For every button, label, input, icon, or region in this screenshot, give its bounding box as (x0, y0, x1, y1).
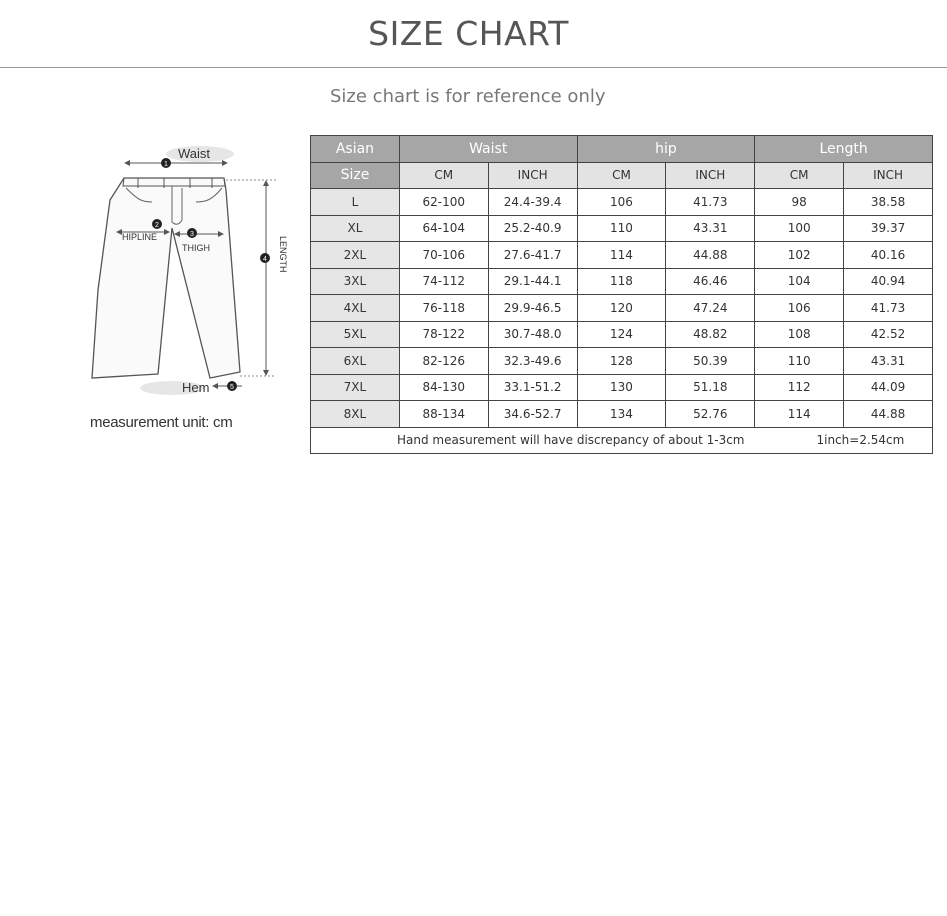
table-footer-row (311, 427, 933, 453)
size-cell: 3XL (311, 268, 400, 295)
table-row (311, 348, 933, 375)
length-cm-cell: 98 (755, 189, 844, 216)
length-cm-cell: 114 (755, 401, 844, 428)
header-asian: Asian (311, 136, 400, 163)
subheader-hip-inch: INCH (666, 162, 755, 189)
hip-cm-cell: 128 (577, 348, 666, 375)
waist-label: Waist (178, 146, 211, 161)
waist-inch-cell: 30.7-48.0 (488, 321, 577, 348)
waist-inch-cell: 24.4-39.4 (488, 189, 577, 216)
waist-inch-cell: 33.1-51.2 (488, 374, 577, 401)
length-cm-cell: 100 (755, 215, 844, 242)
hip-inch-cell: 46.46 (666, 268, 755, 295)
table-row (311, 401, 933, 428)
hip-cm-cell: 120 (577, 295, 666, 322)
length-inch-cell: 38.58 (844, 189, 933, 216)
length-inch-cell: 41.73 (844, 295, 933, 322)
waist-inch-cell: 27.6-41.7 (488, 242, 577, 269)
length-inch-cell: 43.31 (844, 348, 933, 375)
thigh-label: THIGH (182, 243, 210, 253)
header-hip: hip (577, 136, 755, 163)
length-inch-cell: 39.37 (844, 215, 933, 242)
length-cm-cell: 108 (755, 321, 844, 348)
header-waist: Waist (399, 136, 577, 163)
hip-inch-cell: 52.76 (666, 401, 755, 428)
size-cell: 2XL (311, 242, 400, 269)
hip-inch-cell: 44.88 (666, 242, 755, 269)
waist-inch-cell: 29.1-44.1 (488, 268, 577, 295)
size-cell: XL (311, 215, 400, 242)
subheader-hip-cm: CM (577, 162, 666, 189)
length-inch-cell: 44.88 (844, 401, 933, 428)
waist-inch-cell: 32.3-49.6 (488, 348, 577, 375)
waist-cm-cell: 84-130 (399, 374, 488, 401)
inch-conversion-note: 1inch=2.54cm (816, 433, 905, 447)
length-inch-cell: 40.94 (844, 268, 933, 295)
hip-inch-cell: 47.24 (666, 295, 755, 322)
hip-cm-cell: 118 (577, 268, 666, 295)
hip-inch-cell: 48.82 (666, 321, 755, 348)
page-subtitle: Size chart is for reference only (330, 86, 606, 107)
waist-cm-cell: 78-122 (399, 321, 488, 348)
table-row (311, 295, 933, 322)
title-divider (0, 67, 947, 68)
table-row (311, 189, 933, 216)
hip-cm-cell: 114 (577, 242, 666, 269)
waist-cm-cell: 74-112 (399, 268, 488, 295)
waist-cm-cell: 70-106 (399, 242, 488, 269)
size-cell: 8XL (311, 401, 400, 428)
length-cm-cell: 106 (755, 295, 844, 322)
size-cell: 7XL (311, 374, 400, 401)
hip-cm-cell: 134 (577, 401, 666, 428)
subheader-size: Size (311, 162, 400, 189)
pants-diagram (80, 140, 300, 400)
length-inch-cell: 44.09 (844, 374, 933, 401)
table-row (311, 242, 933, 269)
marker-2-number: 2 (155, 222, 159, 229)
waist-cm-cell: 82-126 (399, 348, 488, 375)
table-row (311, 321, 933, 348)
waist-cm-cell: 64-104 (399, 215, 488, 242)
marker-5-number: 5 (230, 384, 234, 391)
size-cell: 5XL (311, 321, 400, 348)
table-row (311, 374, 933, 401)
hem-label: Hem (182, 380, 210, 395)
length-label: LENGTH (278, 236, 288, 273)
hip-inch-cell: 43.31 (666, 215, 755, 242)
waist-cm-cell: 62-100 (399, 189, 488, 216)
length-cm-cell: 112 (755, 374, 844, 401)
marker-4-number: 4 (263, 256, 267, 263)
page-title: SIZE CHART (368, 14, 569, 53)
marker-3-number: 3 (190, 231, 194, 238)
discrepancy-note: Hand measurement will have discrepancy of about 1-3cm (397, 433, 745, 447)
table-sub-header-row (311, 162, 933, 189)
waist-inch-cell: 34.6-52.7 (488, 401, 577, 428)
marker-1-number: 1 (164, 161, 168, 168)
hipline-label: HIPLINE (122, 232, 158, 242)
waist-inch-cell: 25.2-40.9 (488, 215, 577, 242)
hip-cm-cell: 106 (577, 189, 666, 216)
size-cell: 6XL (311, 348, 400, 375)
hip-cm-cell: 130 (577, 374, 666, 401)
size-cell: 4XL (311, 295, 400, 322)
waist-cm-cell: 88-134 (399, 401, 488, 428)
length-cm-cell: 110 (755, 348, 844, 375)
length-inch-cell: 42.52 (844, 321, 933, 348)
header-length: Length (755, 136, 933, 163)
hip-inch-cell: 50.39 (666, 348, 755, 375)
length-cm-cell: 102 (755, 242, 844, 269)
hip-cm-cell: 124 (577, 321, 666, 348)
subheader-waist-inch: INCH (488, 162, 577, 189)
table-footer-cell (311, 427, 933, 453)
waist-inch-cell: 29.9-46.5 (488, 295, 577, 322)
table-row (311, 215, 933, 242)
measurement-unit-note: measurement unit: cm (90, 414, 233, 431)
subheader-waist-cm: CM (399, 162, 488, 189)
hip-inch-cell: 51.18 (666, 374, 755, 401)
hip-cm-cell: 110 (577, 215, 666, 242)
pants-outline (92, 178, 240, 378)
length-cm-cell: 104 (755, 268, 844, 295)
table-group-header-row (311, 136, 933, 163)
length-inch-cell: 40.16 (844, 242, 933, 269)
table-row (311, 268, 933, 295)
subheader-length-inch: INCH (844, 162, 933, 189)
size-table (310, 135, 933, 454)
waist-cm-cell: 76-118 (399, 295, 488, 322)
hip-inch-cell: 41.73 (666, 189, 755, 216)
size-cell: L (311, 189, 400, 216)
subheader-length-cm: CM (755, 162, 844, 189)
